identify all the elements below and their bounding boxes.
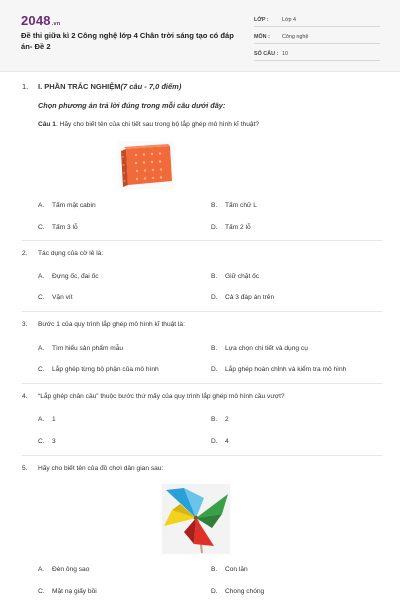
option-letter: B.	[211, 416, 218, 423]
option-text: Cả 3 đáp án trên	[225, 294, 275, 301]
option-4b[interactable]	[211, 416, 229, 423]
meta-row-grade	[254, 13, 380, 27]
option-text: 1	[52, 416, 56, 423]
option-2a[interactable]	[38, 273, 99, 280]
option-3b[interactable]	[211, 345, 308, 352]
option-5a[interactable]	[38, 566, 89, 573]
option-2d[interactable]	[211, 294, 274, 301]
site-logo[interactable]	[21, 13, 60, 28]
question-prompt: “Lắp ghép chân cầu” thuộc bước thứ mấy của quy trình lắp ghép mô hình cầu vượt?	[38, 393, 285, 400]
question-prompt: Bước 1 của quy trình lắp ghép mô hình kĩ thuật là:	[38, 321, 185, 328]
option-letter: A.	[38, 416, 45, 423]
option-3c[interactable]	[38, 366, 159, 373]
option-letter: D.	[211, 366, 218, 373]
meta-label: MÔN :	[254, 33, 270, 40]
question-divider	[22, 383, 382, 384]
section-number: 1.	[22, 82, 29, 91]
meta-value: Lớp 4	[282, 16, 297, 23]
option-1b[interactable]	[211, 202, 257, 209]
logo-text: 2048	[21, 13, 51, 28]
meta-label: LỚP :	[254, 16, 269, 23]
option-text: 2	[225, 416, 229, 423]
question-divider	[22, 240, 382, 241]
option-text: 4	[225, 438, 229, 445]
document-meta	[254, 13, 380, 64]
section-instruction: Chọn phương án trả lời đúng trong mỗi câu dưới đây:	[38, 101, 226, 110]
option-text: Tấm chữ L	[225, 202, 257, 209]
option-text: Đựng ốc, đai ốc	[52, 273, 99, 280]
option-letter: B.	[211, 202, 218, 209]
part-plate-image	[118, 141, 174, 189]
option-text: Tấm 3 lỗ	[52, 224, 78, 231]
option-text: Lắp ghép hoàn chỉnh và kiểm tra mô hình	[225, 366, 347, 373]
option-5d[interactable]	[211, 588, 264, 595]
option-3d[interactable]	[211, 366, 346, 373]
option-letter: A.	[38, 202, 45, 209]
option-letter: C.	[38, 588, 45, 595]
option-letter: D.	[211, 224, 218, 231]
option-text: Vặn vít	[52, 294, 73, 301]
option-letter: A.	[38, 566, 45, 573]
document-title: Đề thi giữa kì 2 Công nghệ lớp 4 Chân trời sáng tạo có đáp án- Đề 2	[21, 31, 234, 51]
option-text: Lựa chọn chi tiết và dụng cụ	[225, 345, 308, 352]
question-divider	[22, 311, 382, 312]
option-4a[interactable]	[38, 416, 56, 423]
question-1-text	[38, 121, 259, 128]
option-1a[interactable]	[38, 202, 96, 209]
option-letter: D.	[211, 588, 218, 595]
question-prompt: . Hãy cho biết tên của chi tiết sau trong bộ lắp ghép mô hình kĩ thuật?	[55, 121, 260, 128]
question-prompt: Tác dụng của cờ lê là:	[38, 250, 104, 257]
option-text: Mặt nạ giấy bồi	[52, 588, 97, 595]
question-divider	[22, 455, 382, 456]
option-letter: B.	[211, 273, 218, 280]
option-text: 3	[52, 438, 56, 445]
option-text: Tấm 2 lỗ	[225, 224, 251, 231]
section-title: I. PHẦN TRẮC NGHIỆM	[38, 82, 121, 91]
pinwheel-image	[162, 484, 230, 554]
option-text: Giữ chặt ốc	[225, 273, 260, 280]
question-label: Câu 1	[38, 121, 56, 128]
option-1d[interactable]	[211, 224, 251, 231]
option-letter: C.	[38, 438, 45, 445]
option-letter: C.	[38, 224, 45, 231]
question-number: 4.	[22, 393, 28, 400]
option-text: Tìm hiểu sản phẩm mẫu	[52, 345, 124, 352]
option-letter: B.	[211, 345, 218, 352]
meta-row-subject	[254, 30, 380, 44]
option-text: Lắp ghép từng bộ phận của mô hình	[52, 366, 159, 373]
option-letter: C.	[38, 294, 45, 301]
option-4d[interactable]	[211, 438, 229, 445]
option-letter: B.	[211, 566, 218, 573]
option-letter: D.	[211, 294, 218, 301]
option-1c[interactable]	[38, 224, 78, 231]
option-letter: A.	[38, 273, 45, 280]
question-number: 3.	[22, 321, 28, 328]
option-text: Con lăn	[225, 566, 248, 573]
option-4c[interactable]	[38, 438, 56, 445]
question-number: 5.	[22, 465, 28, 472]
option-text: Chong chóng	[225, 588, 265, 595]
document-header	[0, 0, 400, 72]
option-5b[interactable]	[211, 566, 248, 573]
question-3-text	[22, 321, 185, 328]
meta-row-count	[254, 47, 380, 61]
pinwheel-icon	[162, 484, 230, 554]
option-letter: A.	[38, 345, 45, 352]
question-2-text	[22, 250, 103, 257]
question-4-text	[22, 393, 285, 400]
option-letter: D.	[211, 438, 218, 445]
option-2b[interactable]	[211, 273, 259, 280]
meta-label: SỐ CÂU :	[254, 50, 279, 57]
question-number: 2.	[22, 250, 28, 257]
meta-value: Công nghệ	[282, 33, 309, 40]
section-subtitle: (7 câu - 7,0 điểm)	[120, 82, 182, 91]
option-5c[interactable]	[38, 588, 97, 595]
question-prompt: Hãy cho biết tên của đồ chơi dân gian sau:	[38, 465, 164, 472]
question-5-text	[22, 465, 163, 472]
option-3a[interactable]	[38, 345, 123, 352]
option-text: Đèn ông sao	[52, 566, 90, 573]
option-text: Tấm mặt cabin	[52, 202, 96, 209]
logo-suffix: .vn	[51, 21, 61, 27]
orange-plate-icon	[118, 141, 174, 189]
meta-value: 10	[282, 50, 288, 57]
option-letter: C.	[38, 366, 45, 373]
exam-content	[0, 72, 400, 600]
section-heading	[22, 82, 181, 91]
option-2c[interactable]	[38, 294, 73, 301]
